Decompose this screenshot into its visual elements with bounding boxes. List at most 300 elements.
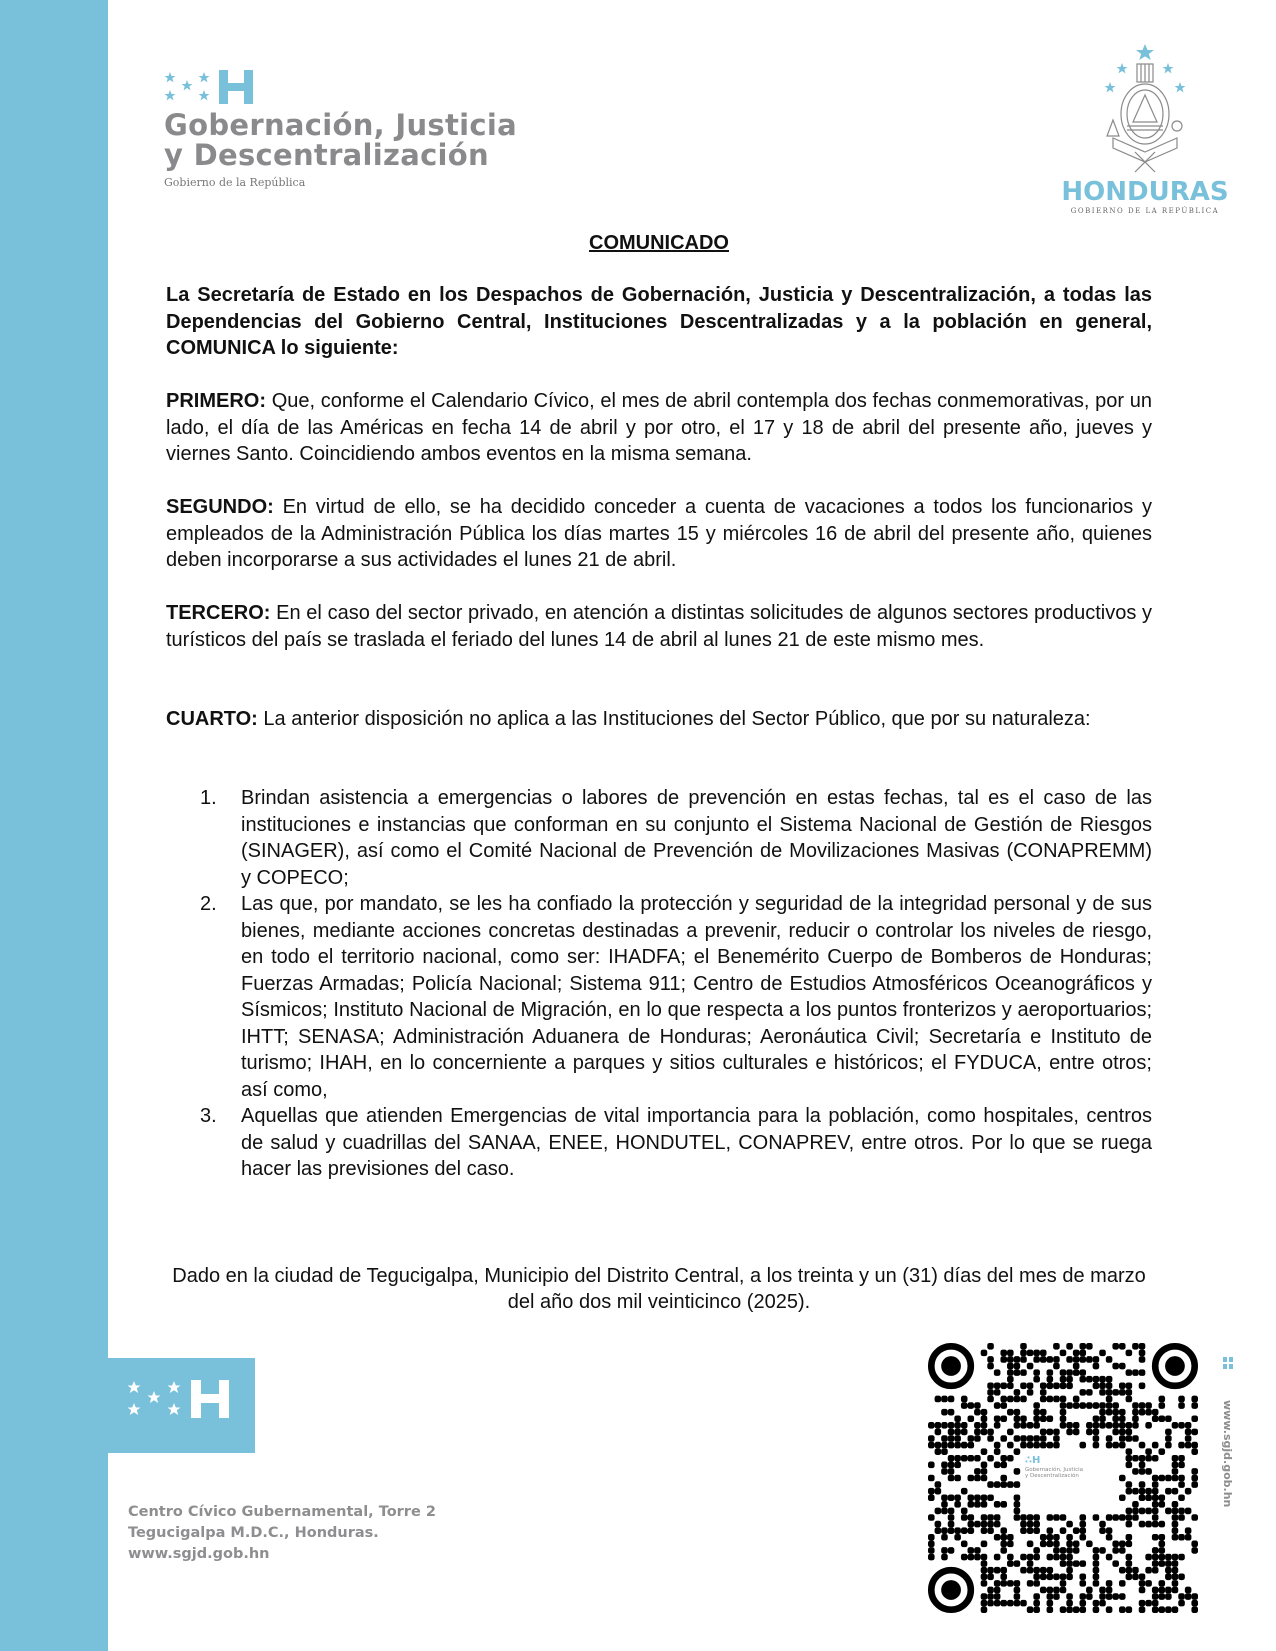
qr-module xyxy=(1152,1606,1159,1613)
qr-module xyxy=(1172,1587,1179,1594)
mini-h-icon: ∴H xyxy=(1025,1455,1041,1466)
qr-module xyxy=(1060,1560,1067,1567)
qr-module xyxy=(994,1501,1001,1508)
ministry-name-line2: y Descentralización xyxy=(164,138,489,172)
qr-module xyxy=(1007,1580,1014,1587)
qr-module xyxy=(1178,1422,1185,1429)
qr-module xyxy=(987,1363,994,1370)
qr-module xyxy=(1086,1587,1093,1594)
qr-module xyxy=(974,1547,981,1554)
qr-module xyxy=(1014,1560,1021,1567)
qr-module xyxy=(1126,1606,1133,1613)
qr-module xyxy=(1139,1488,1146,1495)
qr-module xyxy=(941,1409,948,1416)
qr-module xyxy=(1119,1593,1126,1600)
qr-module xyxy=(1073,1541,1080,1548)
qr-module xyxy=(1000,1475,1007,1482)
qr-module xyxy=(1139,1508,1146,1515)
qr-module xyxy=(1132,1415,1139,1422)
qr-center-logo xyxy=(1023,1451,1117,1507)
qr-module xyxy=(1027,1422,1034,1429)
qr-module xyxy=(1020,1521,1027,1528)
qr-module xyxy=(1093,1514,1100,1521)
qr-module xyxy=(1139,1606,1146,1613)
qr-module xyxy=(1152,1534,1159,1541)
qr-module xyxy=(1112,1363,1119,1370)
qr-module xyxy=(1060,1396,1067,1403)
qr-module xyxy=(928,1442,935,1449)
qr-module xyxy=(1053,1573,1060,1580)
qr-module xyxy=(1106,1376,1113,1383)
qr-module xyxy=(948,1429,955,1436)
qr-module xyxy=(1060,1573,1067,1580)
qr-module xyxy=(981,1475,988,1482)
qr-module xyxy=(1060,1402,1067,1409)
qr-module xyxy=(935,1488,942,1495)
qr-module xyxy=(1007,1442,1014,1449)
qr-module xyxy=(1073,1396,1080,1403)
qr-module xyxy=(935,1422,942,1429)
qr-module xyxy=(981,1415,988,1422)
qr-module xyxy=(1119,1435,1126,1442)
qr-module xyxy=(1020,1600,1027,1607)
qr-module xyxy=(1027,1527,1034,1534)
qr-module xyxy=(981,1422,988,1429)
qr-module xyxy=(1145,1580,1152,1587)
qr-module xyxy=(968,1547,975,1554)
qr-module xyxy=(1027,1389,1034,1396)
qr-module xyxy=(941,1468,948,1475)
qr-module xyxy=(981,1560,988,1567)
qr-module xyxy=(1020,1567,1027,1574)
qr-module xyxy=(1152,1593,1159,1600)
qr-module xyxy=(1079,1580,1086,1587)
qr-module xyxy=(974,1468,981,1475)
honduras-stars-h-icon xyxy=(126,1378,236,1423)
qr-module xyxy=(981,1554,988,1561)
website-link[interactable]: www.sgjd.gob.hn xyxy=(128,1546,270,1562)
qr-module xyxy=(987,1455,994,1462)
qr-module xyxy=(1139,1402,1146,1409)
qr-module xyxy=(1066,1573,1073,1580)
qr-module xyxy=(1093,1600,1100,1607)
qr-module xyxy=(968,1554,975,1561)
qr-module xyxy=(1079,1343,1086,1350)
qr-module xyxy=(1152,1547,1159,1554)
section-label: CUARTO: xyxy=(166,708,258,730)
qr-module xyxy=(1158,1475,1165,1482)
qr-module xyxy=(1040,1435,1047,1442)
qr-module xyxy=(1053,1593,1060,1600)
qr-module xyxy=(994,1422,1001,1429)
qr-module xyxy=(1099,1600,1106,1607)
qr-module xyxy=(1152,1521,1159,1528)
qr-module xyxy=(935,1448,942,1455)
qr-module xyxy=(987,1567,994,1574)
qr-module xyxy=(1007,1363,1014,1370)
qr-module xyxy=(968,1494,975,1501)
qr-module xyxy=(1033,1369,1040,1376)
qr-module xyxy=(1185,1488,1192,1495)
qr-module xyxy=(935,1508,942,1515)
qr-module xyxy=(1152,1567,1159,1574)
mini-h-icon xyxy=(1223,1357,1233,1371)
qr-module xyxy=(1145,1409,1152,1416)
qr-module xyxy=(1158,1448,1165,1455)
qr-module xyxy=(1126,1541,1133,1548)
qr-module xyxy=(1060,1376,1067,1383)
qr-module xyxy=(1066,1369,1073,1376)
qr-module xyxy=(1079,1593,1086,1600)
qr-module xyxy=(928,1422,935,1429)
qr-module xyxy=(974,1435,981,1442)
list-item xyxy=(200,891,1152,1103)
qr-module xyxy=(928,1547,935,1554)
qr-module xyxy=(1060,1350,1067,1357)
qr-module xyxy=(1191,1606,1198,1613)
qr-module xyxy=(1165,1573,1172,1580)
qr-module xyxy=(1191,1468,1198,1475)
qr-module xyxy=(1007,1481,1014,1488)
qr-module xyxy=(928,1494,935,1501)
qr-module xyxy=(1040,1396,1047,1403)
qr-module xyxy=(1073,1606,1080,1613)
qr-module xyxy=(1178,1475,1185,1482)
qr-module xyxy=(1106,1606,1113,1613)
qr-module xyxy=(1093,1567,1100,1574)
qr-logo-line2: y Descentralización xyxy=(1025,1473,1079,1479)
qr-module xyxy=(1132,1402,1139,1409)
qr-module xyxy=(968,1521,975,1528)
qr-module xyxy=(1033,1356,1040,1363)
qr-module xyxy=(1066,1606,1073,1613)
qr-module xyxy=(994,1389,1001,1396)
qr-module xyxy=(1119,1442,1126,1449)
qr-module xyxy=(987,1343,994,1350)
qr-module xyxy=(1112,1409,1119,1416)
qr-module xyxy=(1020,1343,1027,1350)
qr-module xyxy=(981,1514,988,1521)
qr-module xyxy=(1152,1501,1159,1508)
qr-module xyxy=(981,1501,988,1508)
qr-module xyxy=(1093,1554,1100,1561)
qr-module xyxy=(1099,1409,1106,1416)
qr-module xyxy=(928,1488,935,1495)
qr-module xyxy=(1185,1527,1192,1534)
qr-module xyxy=(1007,1429,1014,1436)
qr-module xyxy=(1000,1402,1007,1409)
qr-module xyxy=(1145,1554,1152,1561)
qr-module xyxy=(1014,1494,1021,1501)
qr-module xyxy=(1027,1521,1034,1528)
qr-module xyxy=(1145,1600,1152,1607)
qr-module xyxy=(1000,1383,1007,1390)
qr-module xyxy=(935,1396,942,1403)
qr-module xyxy=(1066,1422,1073,1429)
qr-module xyxy=(1000,1547,1007,1554)
qr-module xyxy=(1185,1422,1192,1429)
qr-module xyxy=(1172,1514,1179,1521)
qr-module xyxy=(1126,1567,1133,1574)
qr-module xyxy=(968,1402,975,1409)
qr-module xyxy=(1033,1554,1040,1561)
qr-module xyxy=(1145,1567,1152,1574)
section-cuarto xyxy=(166,706,1152,733)
qr-module xyxy=(1119,1606,1126,1613)
qr-module xyxy=(1145,1455,1152,1462)
section-label: SEGUNDO: xyxy=(166,496,274,518)
qr-module xyxy=(1158,1541,1165,1548)
qr-module xyxy=(954,1455,961,1462)
qr-module xyxy=(994,1534,1001,1541)
qr-module xyxy=(1112,1593,1119,1600)
qr-module xyxy=(1132,1573,1139,1580)
qr-module xyxy=(974,1422,981,1429)
qr-module xyxy=(1119,1567,1126,1574)
qr-module xyxy=(1191,1396,1198,1403)
qr-module xyxy=(954,1534,961,1541)
qr-module xyxy=(1132,1422,1139,1429)
qr-module xyxy=(1119,1580,1126,1587)
qr-module xyxy=(941,1462,948,1469)
address-line: Tegucigalpa M.D.C., Honduras. xyxy=(128,1525,379,1541)
qr-module xyxy=(1119,1475,1126,1482)
section-text: En virtud de ello, se ha decidido conceder a cuenta de vacaciones a todos los funcionarios y empleados de la Administración Pública los días martes 15 y miércoles 16 de abril del presente año, quienes deben incorporarse a sus actividades el lunes 21 de abril. xyxy=(166,496,1153,571)
qr-module xyxy=(1139,1468,1146,1475)
footer-flag-block xyxy=(108,1358,255,1453)
qr-module xyxy=(1014,1448,1021,1455)
qr-module xyxy=(1139,1481,1146,1488)
qr-module xyxy=(1119,1541,1126,1548)
qr-module xyxy=(1033,1573,1040,1580)
qr-module xyxy=(987,1587,994,1594)
qr-module xyxy=(941,1554,948,1561)
qr-module xyxy=(994,1448,1001,1455)
qr-module xyxy=(987,1514,994,1521)
qr-module xyxy=(948,1527,955,1534)
qr-module xyxy=(968,1514,975,1521)
qr-module xyxy=(1178,1481,1185,1488)
qr-module xyxy=(1152,1475,1159,1482)
qr-module xyxy=(1014,1415,1021,1422)
qr-module xyxy=(1093,1402,1100,1409)
qr-module xyxy=(1000,1541,1007,1548)
qr-module xyxy=(1007,1409,1014,1416)
qr-module xyxy=(954,1435,961,1442)
qr-module xyxy=(1066,1554,1073,1561)
qr-module xyxy=(941,1448,948,1455)
qr-module xyxy=(1158,1593,1165,1600)
qr-module xyxy=(954,1462,961,1469)
qr-module xyxy=(1040,1356,1047,1363)
qr-module xyxy=(1073,1429,1080,1436)
qr-module xyxy=(1099,1350,1106,1357)
qr-module xyxy=(1172,1521,1179,1528)
qr-module xyxy=(1086,1541,1093,1548)
qr-module xyxy=(1126,1396,1133,1403)
qr-module xyxy=(1014,1481,1021,1488)
qr-module xyxy=(1158,1396,1165,1403)
qr-module xyxy=(981,1521,988,1528)
qr-module xyxy=(1106,1514,1113,1521)
qr-module xyxy=(1191,1541,1198,1548)
qr-module xyxy=(1112,1343,1119,1350)
qr-module xyxy=(981,1567,988,1574)
qr-module xyxy=(1000,1534,1007,1541)
qr-module xyxy=(981,1573,988,1580)
qr-module xyxy=(948,1396,955,1403)
qr-module xyxy=(1119,1363,1126,1370)
qr-module xyxy=(948,1547,955,1554)
qr-module xyxy=(1033,1580,1040,1587)
qr-module xyxy=(1000,1501,1007,1508)
qr-module xyxy=(1145,1422,1152,1429)
qr-module xyxy=(1014,1593,1021,1600)
qr-module xyxy=(1060,1383,1067,1390)
qr-module xyxy=(1014,1600,1021,1607)
qr-module xyxy=(1172,1488,1179,1495)
qr-finder-dot xyxy=(941,1580,961,1600)
qr-module xyxy=(1165,1593,1172,1600)
qr-module xyxy=(948,1475,955,1482)
qr-module xyxy=(1126,1350,1133,1357)
qr-module xyxy=(1139,1462,1146,1469)
qr-module xyxy=(1007,1455,1014,1462)
qr-module xyxy=(1119,1409,1126,1416)
qr-module xyxy=(1007,1534,1014,1541)
qr-module xyxy=(928,1534,935,1541)
qr-module xyxy=(987,1481,994,1488)
qr-module xyxy=(1191,1481,1198,1488)
qr-module xyxy=(1165,1429,1172,1436)
qr-module xyxy=(968,1435,975,1442)
qr-module xyxy=(1020,1442,1027,1449)
qr-module xyxy=(1033,1527,1040,1534)
ministry-name xyxy=(164,110,517,170)
document-title: COMUNICADO xyxy=(589,232,729,254)
address-line: Centro Cívico Gubernamental, Torre 2 xyxy=(128,1504,436,1520)
qr-module xyxy=(1014,1389,1021,1396)
qr-module xyxy=(1145,1508,1152,1515)
qr-module xyxy=(1126,1422,1133,1429)
qr-module xyxy=(1053,1429,1060,1436)
qr-module xyxy=(994,1369,1001,1376)
qr-module xyxy=(1126,1462,1133,1469)
qr-module xyxy=(1073,1527,1080,1534)
qr-module xyxy=(1152,1442,1159,1449)
qr-module xyxy=(1099,1415,1106,1422)
qr-module xyxy=(1185,1593,1192,1600)
qr-module xyxy=(1033,1402,1040,1409)
qr-module xyxy=(954,1494,961,1501)
qr-module xyxy=(1132,1488,1139,1495)
qr-module xyxy=(1079,1356,1086,1363)
qr-module xyxy=(1073,1402,1080,1409)
qr-module xyxy=(1027,1580,1034,1587)
qr-module xyxy=(1178,1554,1185,1561)
qr-module xyxy=(1112,1429,1119,1436)
qr-module xyxy=(1066,1521,1073,1528)
qr-module xyxy=(1040,1442,1047,1449)
qr-module xyxy=(1047,1593,1054,1600)
qr-module xyxy=(1033,1600,1040,1607)
qr-module xyxy=(1152,1481,1159,1488)
qr-module xyxy=(974,1494,981,1501)
qr-module xyxy=(1112,1547,1119,1554)
qr-module xyxy=(1145,1488,1152,1495)
qr-module xyxy=(1060,1606,1067,1613)
qr-module xyxy=(1079,1376,1086,1383)
qr-module xyxy=(961,1527,968,1534)
qr-module xyxy=(1053,1541,1060,1548)
qr-module xyxy=(1132,1514,1139,1521)
qr-module xyxy=(1027,1606,1034,1613)
qr-module xyxy=(1014,1363,1021,1370)
qr-module xyxy=(1099,1402,1106,1409)
qr-module xyxy=(1073,1363,1080,1370)
qr-module xyxy=(1139,1356,1146,1363)
qr-module xyxy=(1079,1369,1086,1376)
qr-module xyxy=(1066,1376,1073,1383)
qr-module xyxy=(1040,1409,1047,1416)
qr-module xyxy=(1165,1606,1172,1613)
qr-module xyxy=(1139,1587,1146,1594)
qr-module xyxy=(1178,1494,1185,1501)
qr-module xyxy=(1066,1356,1073,1363)
qr-module xyxy=(1033,1442,1040,1449)
qr-module xyxy=(935,1521,942,1528)
qr-module xyxy=(974,1409,981,1416)
qr-module xyxy=(941,1534,948,1541)
qr-module xyxy=(1000,1356,1007,1363)
qr-module xyxy=(1178,1462,1185,1469)
qr-module xyxy=(961,1442,968,1449)
qr-module xyxy=(1158,1580,1165,1587)
qr-module xyxy=(994,1415,1001,1422)
qr-module xyxy=(1014,1468,1021,1475)
qr-module xyxy=(1020,1383,1027,1390)
qr-module xyxy=(1126,1514,1133,1521)
qr-module xyxy=(1053,1547,1060,1554)
qr-module xyxy=(1007,1350,1014,1357)
qr-module xyxy=(1112,1415,1119,1422)
qr-module xyxy=(1158,1547,1165,1554)
qr-module xyxy=(1132,1455,1139,1462)
qr-module xyxy=(1079,1606,1086,1613)
qr-module xyxy=(1027,1541,1034,1548)
section-tercero xyxy=(166,600,1152,653)
qr-module xyxy=(1106,1409,1113,1416)
qr-module xyxy=(1007,1554,1014,1561)
qr-module xyxy=(1191,1402,1198,1409)
qr-module xyxy=(1020,1422,1027,1429)
qr-module xyxy=(1106,1435,1113,1442)
qr-module xyxy=(1112,1514,1119,1521)
qr-module xyxy=(1040,1534,1047,1541)
qr-module xyxy=(1093,1422,1100,1429)
qr-module xyxy=(928,1541,935,1548)
qr-module xyxy=(1126,1508,1133,1515)
qr-module xyxy=(968,1415,975,1422)
qr-module xyxy=(974,1402,981,1409)
qr-module xyxy=(1185,1587,1192,1594)
qr-module xyxy=(1132,1409,1139,1416)
qr-module xyxy=(1172,1567,1179,1574)
qr-module xyxy=(1099,1521,1106,1528)
qr-module xyxy=(974,1455,981,1462)
qr-module xyxy=(1191,1514,1198,1521)
qr-module xyxy=(1007,1396,1014,1403)
